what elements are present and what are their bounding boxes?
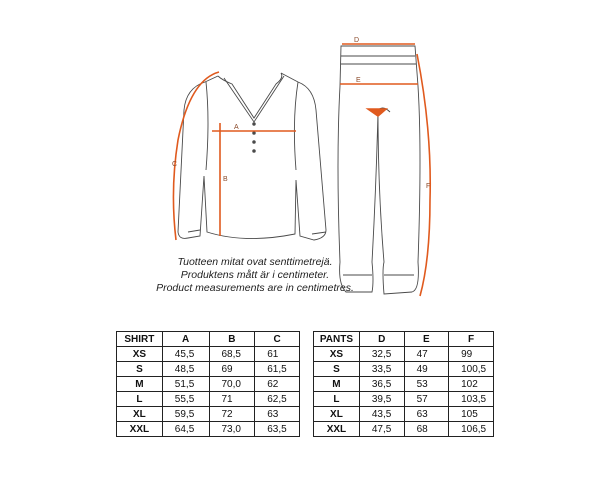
label-a: A bbox=[234, 124, 239, 131]
pants-size-table bbox=[313, 331, 494, 437]
value-cell: 47,5 bbox=[359, 422, 404, 437]
table-row bbox=[117, 392, 300, 407]
value-cell: 32,5 bbox=[359, 347, 404, 362]
header-cell: A bbox=[162, 332, 209, 347]
header-cell: F bbox=[449, 332, 494, 347]
value-cell: 103,5 bbox=[449, 392, 494, 407]
value-cell: 70,0 bbox=[209, 377, 255, 392]
value-cell: 106,5 bbox=[449, 422, 494, 437]
label-c: C bbox=[172, 161, 178, 168]
table-row bbox=[314, 422, 494, 437]
value-cell: 62 bbox=[255, 377, 300, 392]
table-row bbox=[314, 377, 494, 392]
value-cell: 68 bbox=[404, 422, 448, 437]
table-row bbox=[314, 392, 494, 407]
table-row bbox=[314, 407, 494, 422]
shirt-size-table bbox=[116, 331, 300, 437]
size-cell: XXL bbox=[314, 422, 360, 437]
label-d: D bbox=[354, 37, 360, 44]
value-cell: 39,5 bbox=[359, 392, 404, 407]
table-row bbox=[117, 422, 300, 437]
value-cell: 45,5 bbox=[162, 347, 209, 362]
table-row bbox=[314, 347, 494, 362]
value-cell: 102 bbox=[449, 377, 494, 392]
value-cell: 63 bbox=[255, 407, 300, 422]
value-cell: 69 bbox=[209, 362, 255, 377]
value-cell: 63,5 bbox=[255, 422, 300, 437]
value-cell: 63 bbox=[404, 407, 448, 422]
shirt-table-body bbox=[117, 347, 300, 437]
size-cell: XXL bbox=[117, 422, 163, 437]
header-cell: SHIRT bbox=[117, 332, 163, 347]
table-row bbox=[117, 362, 300, 377]
value-cell: 55,5 bbox=[162, 392, 209, 407]
size-cell: M bbox=[117, 377, 163, 392]
label-e: E bbox=[356, 77, 361, 84]
value-cell: 43,5 bbox=[359, 407, 404, 422]
value-cell: 105 bbox=[449, 407, 494, 422]
value-cell: 64,5 bbox=[162, 422, 209, 437]
value-cell: 36,5 bbox=[359, 377, 404, 392]
size-cell: M bbox=[314, 377, 360, 392]
table-header-row bbox=[314, 332, 494, 347]
header-cell: C bbox=[255, 332, 300, 347]
size-cell: XL bbox=[117, 407, 163, 422]
table-row bbox=[117, 347, 300, 362]
size-cell: XL bbox=[314, 407, 360, 422]
value-cell: 61 bbox=[255, 347, 300, 362]
header-cell: D bbox=[359, 332, 404, 347]
label-f: F bbox=[426, 183, 431, 190]
note-english: Product measurements are in centimetres. bbox=[156, 282, 354, 294]
note-swedish: Produktens mått är i centimeter. bbox=[180, 269, 330, 281]
header-cell: E bbox=[404, 332, 448, 347]
value-cell: 61,5 bbox=[255, 362, 300, 377]
size-cell: S bbox=[314, 362, 360, 377]
value-cell: 51,5 bbox=[162, 377, 209, 392]
value-cell: 100,5 bbox=[449, 362, 494, 377]
header-cell: B bbox=[209, 332, 255, 347]
value-cell: 47 bbox=[404, 347, 448, 362]
value-cell: 62,5 bbox=[255, 392, 300, 407]
header-cell: PANTS bbox=[314, 332, 360, 347]
value-cell: 59,5 bbox=[162, 407, 209, 422]
value-cell: 72 bbox=[209, 407, 255, 422]
table-row bbox=[117, 377, 300, 392]
value-cell: 53 bbox=[404, 377, 448, 392]
table-header-row bbox=[117, 332, 300, 347]
size-cell: L bbox=[117, 392, 163, 407]
measurement-note bbox=[150, 256, 360, 295]
note-finnish: Tuotteen mitat ovat senttimetrejä. bbox=[177, 256, 333, 268]
pants-table-body bbox=[314, 347, 494, 437]
size-cell: XS bbox=[314, 347, 360, 362]
value-cell: 68,5 bbox=[209, 347, 255, 362]
size-cell: L bbox=[314, 392, 360, 407]
value-cell: 48,5 bbox=[162, 362, 209, 377]
shirt-measurements bbox=[173, 72, 296, 240]
table-row bbox=[117, 407, 300, 422]
value-cell: 99 bbox=[449, 347, 494, 362]
size-cell: XS bbox=[117, 347, 163, 362]
value-cell: 49 bbox=[404, 362, 448, 377]
value-cell: 71 bbox=[209, 392, 255, 407]
table-row bbox=[314, 362, 494, 377]
size-cell: S bbox=[117, 362, 163, 377]
label-b: B bbox=[223, 176, 228, 183]
shirt-drawing bbox=[178, 73, 326, 240]
value-cell: 57 bbox=[404, 392, 448, 407]
value-cell: 73,0 bbox=[209, 422, 255, 437]
value-cell: 33,5 bbox=[359, 362, 404, 377]
